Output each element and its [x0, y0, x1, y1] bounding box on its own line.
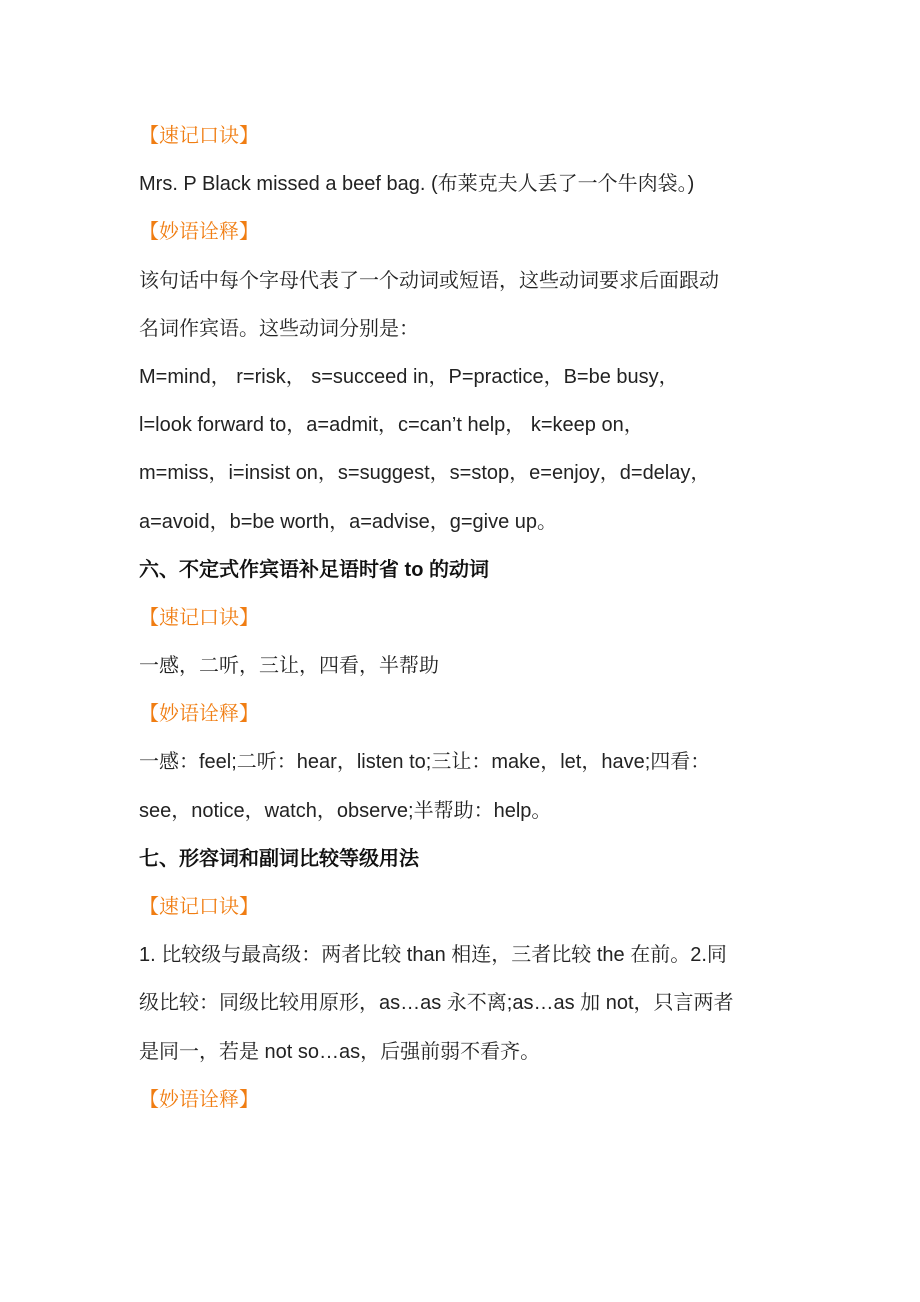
section-heading: 六、不定式作宾语补足语时省 to 的动词 — [139, 558, 489, 581]
document-body — [139, 112, 734, 1124]
paragraph-line: 1. 比较级与最高级：两者比较 than 相连，三者比较 the 在前。2.同 — [139, 944, 727, 967]
paragraph-line: 该句话中每个字母代表了一个动词或短语，这些动词要求后面跟动 — [139, 269, 719, 292]
paragraph-line: 一感：feel;二听：hear，listen to;三让：make，let，have;四看： — [139, 751, 711, 774]
paragraph-line: a=avoid，b=be worth，a=advise，g=give up。 — [139, 510, 558, 533]
section-heading: 七、形容词和副词比较等级用法 — [139, 847, 419, 870]
paragraph-line: l=look forward to，a=admit，c=can’t help， k=keep on， — [139, 414, 644, 437]
section-tag-explanation: 【妙语诠释】 — [139, 703, 259, 726]
paragraph-line: m=miss，i=insist on，s=suggest，s=stop，e=enjoy，d=delay， — [139, 462, 711, 485]
paragraph-line: 名词作宾语。这些动词分别是： — [139, 317, 419, 340]
paragraph-line: M=mind， r=risk， s=succeed in，P=practice，B=be busy， — [139, 365, 679, 388]
section-tag-mnemonic: 【速记口诀】 — [139, 125, 259, 147]
paragraph-line: see，notice，watch，observe;半帮助：help。 — [139, 799, 552, 822]
section-tag-mnemonic: 【速记口诀】 — [139, 606, 259, 629]
section-tag-mnemonic: 【速记口诀】 — [139, 896, 259, 918]
section-tag-explanation: 【妙语诠释】 — [139, 1088, 259, 1111]
paragraph-line: 级比较：同级比较用原形，as…as 永不离;as…as 加 not，只言两者 — [139, 992, 734, 1015]
paragraph-line: Mrs. P Black missed a beef bag. (布莱克夫人丢了一个牛肉袋。) — [139, 173, 695, 196]
paragraph-line: 一感，二听，三让，四看，半帮助 — [139, 655, 439, 678]
section-tag-explanation: 【妙语诠释】 — [139, 221, 259, 244]
paragraph-line: 是同一，若是 not so…as，后强前弱不看齐。 — [139, 1040, 541, 1063]
